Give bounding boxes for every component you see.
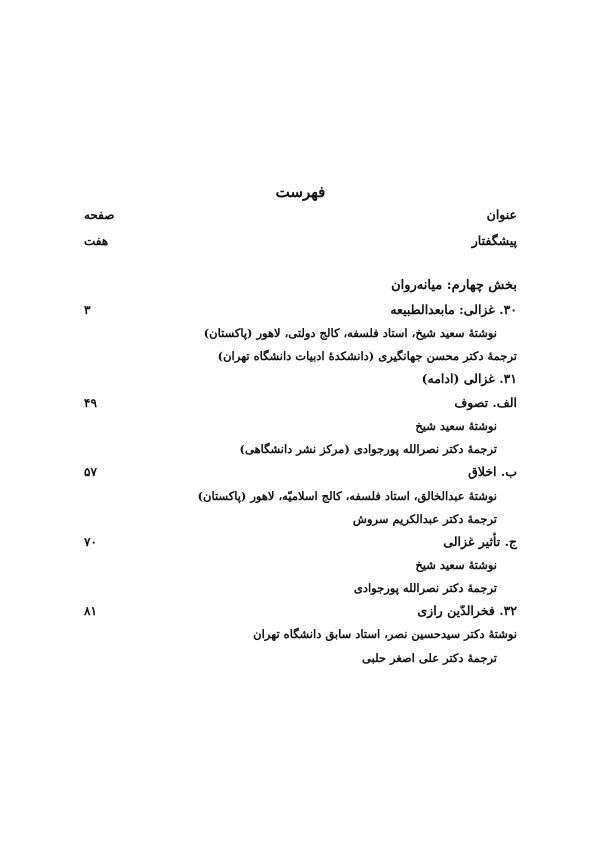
toc-entry-heading: ۳۲. فخرالدّین رازی <box>417 603 517 618</box>
column-header-title: عنوان <box>486 207 517 222</box>
toc-entry-translator: ترجمهٔ دکتر نصرالله پورجوادی (مرکز نشر دانشگاهی) <box>239 442 497 456</box>
page-title: فهرست <box>275 183 326 201</box>
toc-page-number: ۴۹ <box>84 396 97 410</box>
toc-entry-heading: ۳۱. غزالی (ادامه) <box>421 371 517 386</box>
toc-entry-heading: ۳۰. غزالی: مابعدالطبیعه <box>390 302 517 317</box>
toc-page-number: ۳ <box>84 303 91 317</box>
toc-entry-author: نوشتهٔ دکتر سیدحسین نصر، استاد سابق دانشگاه تهران <box>253 627 517 641</box>
toc-page-number: ۸۱ <box>84 604 97 618</box>
toc-page-number: ۵۷ <box>84 465 97 479</box>
toc-entry-author: نوشتهٔ سعید شیخ، استاد فلسفه، کالج دولتی، لاهور (پاکستان) <box>203 326 497 340</box>
toc-entry-translator: ترجمهٔ دکتر علی اصغر حلبی <box>362 651 497 665</box>
section-heading: بخش چهارم: میانه‌روان <box>391 278 517 293</box>
toc-entry-author: نوشتهٔ سعید شیخ <box>415 419 497 433</box>
toc-entry-author: نوشتهٔ سعید شیخ <box>415 558 497 572</box>
toc-entry-author: نوشتهٔ عبدالخالق، استاد فلسفه، کالج اسلامیّه، لاهور (پاکستان) <box>197 489 497 503</box>
toc-entry-translator: ترجمهٔ دکتر محسن جهانگیری (دانشکدهٔ ادبیات دانشگاه تهران) <box>217 349 517 363</box>
toc-entry-subheading: ب. اخلاق <box>468 464 517 479</box>
column-header-page: صفحه <box>84 208 115 222</box>
toc-entry-subheading: الف. تصوف <box>454 395 517 410</box>
toc-page-number: هفت <box>84 234 109 248</box>
toc-entry-translator: ترجمهٔ دکتر نصرالله پورجوادی <box>353 581 497 595</box>
toc-page-number: ۷۰ <box>84 535 97 549</box>
toc-entry-subheading: ج. تأثیر غزالی <box>443 534 517 549</box>
toc-entry-translator: ترجمهٔ دکتر عبدالکریم سروش <box>352 512 497 526</box>
toc-entry-foreword: پیشگفتار <box>471 233 517 248</box>
